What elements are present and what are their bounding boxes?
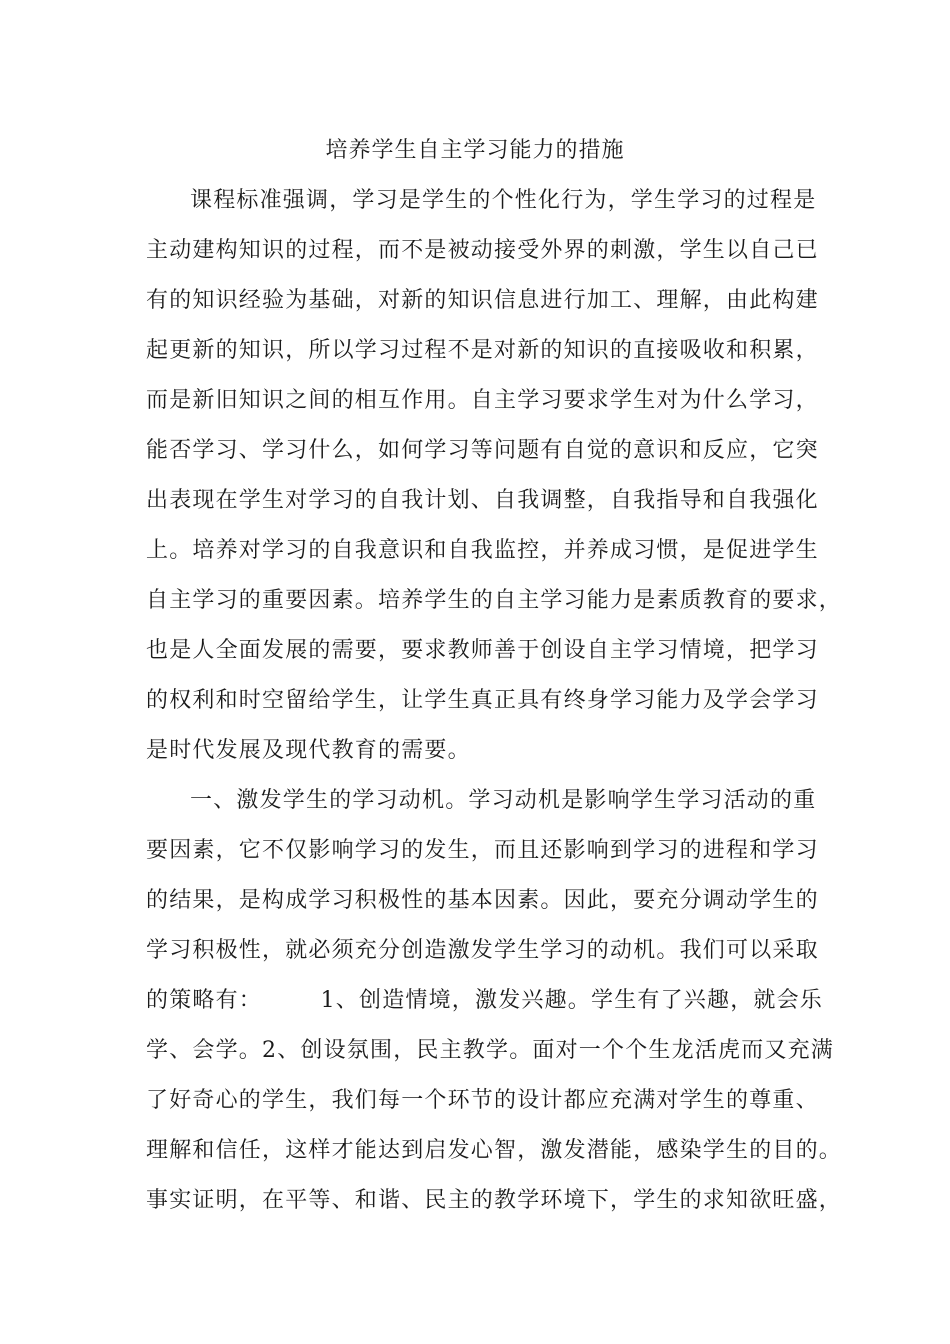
paragraph-line: 主动建构知识的过程，而不是被动接受外界的刺激，学生以自己已 (146, 238, 819, 263)
paragraph-line: 起更新的知识，所以学习过程不是对新的知识的直接吸收和积累， (146, 338, 819, 363)
paragraph-line: 学、会学。2、创设氛围，民主教学。面对一个个生龙活虎而又充满 (146, 1038, 834, 1063)
paragraph-line: 理解和信任，这样才能达到启发心智，激发潜能，感染学生的目的。 (146, 1138, 843, 1163)
paragraph-line: 一、激发学生的学习动机。学习动机是影响学生学习活动的重 (190, 788, 817, 813)
paragraph-line: 学习积极性，就必须充分创造激发学生学习的动机。我们可以采取 (146, 938, 819, 963)
paragraph-line: 课程标准强调，学习是学生的个性化行为，学生学习的过程是 (190, 188, 817, 213)
paragraph-line: 要因素，它不仅影响学习的发生，而且还影响到学习的进程和学习 (146, 838, 819, 863)
paragraph-line: 出表现在学生对学习的自我计划、自我调整，自我指导和自我强化 (146, 488, 819, 513)
document-title: 培养学生自主学习能力的措施 (325, 138, 625, 163)
paragraph-line: 的策略有： 1、创造情境，激发兴趣。学生有了兴趣，就会乐 (146, 988, 823, 1013)
paragraph-line: 是时代发展及现代教育的需要。 (146, 738, 471, 763)
paragraph-line: 也是人全面发展的需要，要求教师善于创设自主学习情境，把学习 (146, 638, 819, 663)
paragraph-line: 事实证明，在平等、和谐、民主的教学环境下，学生的求知欲旺盛， (146, 1188, 843, 1213)
paragraph-line: 了好奇心的学生，我们每一个环节的设计都应充满对学生的尊重、 (146, 1088, 819, 1113)
paragraph-line: 上。培养对学习的自我意识和自我监控，并养成习惯，是促进学生 (146, 538, 819, 563)
paragraph-line: 而是新旧知识之间的相互作用。自主学习要求学生对为什么学习， (146, 388, 819, 413)
paragraph-line: 的权利和时空留给学生，让学生真正具有终身学习能力及学会学习 (146, 688, 819, 713)
paragraph-line: 自主学习的重要因素。培养学生的自主学习能力是素质教育的要求， (146, 588, 843, 613)
paragraph-line: 能否学习、学习什么，如何学习等问题有自觉的意识和反应，它突 (146, 438, 819, 463)
paragraph-line: 的结果，是构成学习积极性的基本因素。因此，要充分调动学生的 (146, 888, 819, 913)
paragraph-line: 有的知识经验为基础，对新的知识信息进行加工、理解，由此构建 (146, 288, 819, 313)
